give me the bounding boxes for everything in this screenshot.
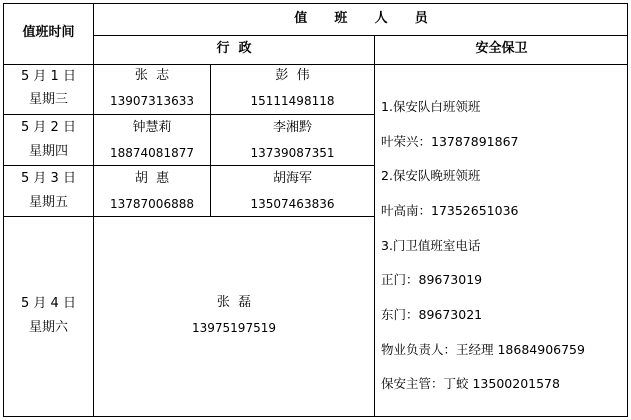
staff-name: 胡海军 <box>272 171 312 186</box>
row-divider-day2 <box>3 165 375 166</box>
main-gate-phone: 正门：89673019 <box>381 272 483 287</box>
staff-name: 李湘黔 <box>272 120 312 135</box>
staff-phone: 13907313633 <box>110 94 194 108</box>
staff-phone: 15111498118 <box>250 94 335 108</box>
staff-phone: 13739087351 <box>250 146 335 160</box>
duty-staff-header: 值 班 人 员 <box>294 11 428 26</box>
row-divider-day1 <box>3 114 375 115</box>
day-weekday: 星期四 <box>28 144 68 159</box>
day-date: 5 月 4 日 <box>21 296 76 311</box>
col-divider-3 <box>374 35 375 417</box>
staff-name: 张 磊 <box>216 295 252 310</box>
staff-phone: 18874081877 <box>110 146 194 160</box>
security-header: 安全保卫 <box>475 41 528 56</box>
security-night-lead-contact: 叶高南：17352651036 <box>381 203 519 218</box>
security-day-lead-contact: 叶荣兴：13787891867 <box>381 134 519 149</box>
day-date: 5 月 2 日 <box>21 120 76 135</box>
day-date: 5 月 3 日 <box>21 171 76 186</box>
security-supervisor-contact: 保安主管：丁蛟 13500201578 <box>381 376 560 391</box>
guard-room-title: 3.门卫值班室电话 <box>381 238 481 253</box>
duty-time-header: 值班时间 <box>22 25 75 40</box>
row-divider-subheader <box>3 64 628 65</box>
east-gate-phone: 东门：89673021 <box>381 307 483 322</box>
day-date: 5 月 1 日 <box>21 69 76 84</box>
staff-name: 彭 伟 <box>275 68 310 83</box>
day-weekday: 星期三 <box>28 92 68 107</box>
admin-header: 行 政 <box>216 41 252 56</box>
staff-phone: 13507463836 <box>250 197 335 211</box>
staff-phone: 13975197519 <box>192 321 276 335</box>
staff-name: 胡 惠 <box>134 171 170 186</box>
row-divider-header <box>93 35 628 36</box>
staff-name: 张 志 <box>134 68 170 83</box>
staff-name: 钟慧莉 <box>132 120 172 135</box>
staff-phone: 13787006888 <box>110 197 194 211</box>
col-divider-2 <box>210 64 211 216</box>
property-manager-contact: 物业负责人：王经理 18684906759 <box>381 342 585 357</box>
security-day-lead-title: 1.保安队白班领班 <box>381 99 481 114</box>
row-divider-day3 <box>3 216 375 217</box>
day-weekday: 星期五 <box>28 195 68 210</box>
security-night-lead-title: 2.保安队晚班领班 <box>381 168 481 183</box>
day-weekday: 星期六 <box>28 320 68 335</box>
